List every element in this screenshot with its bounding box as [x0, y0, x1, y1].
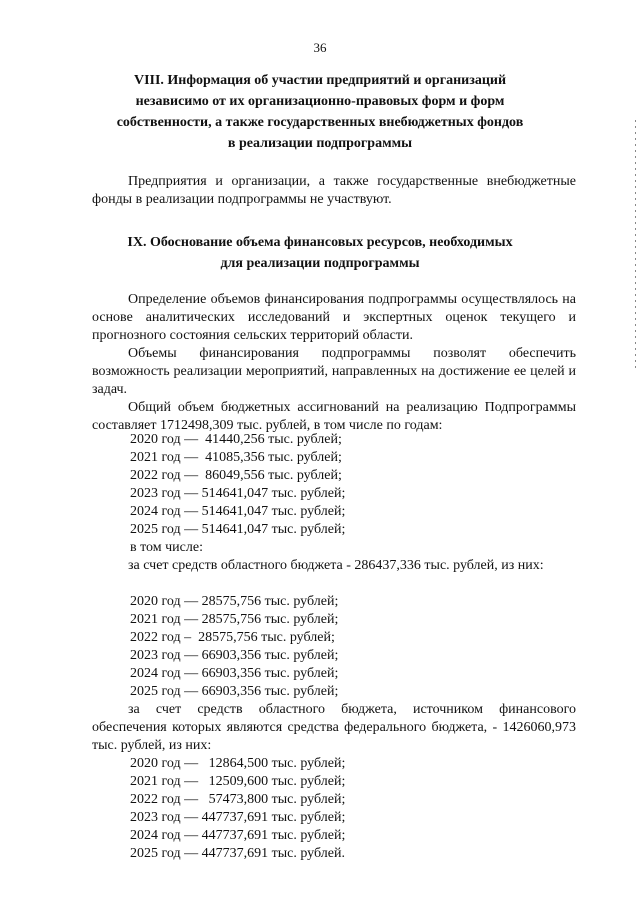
year-line: 2023 год — 447737,691 тыс. рублей;: [130, 810, 346, 825]
year-line: 2021 год — 12509,600 тыс. рублей;: [130, 774, 346, 789]
section8-text-block: [92, 173, 576, 209]
section9-title-line: IX. Обоснование объема финансовых ресурсов, необходимых: [127, 235, 513, 250]
year-line: 2023 год — 514641,047 тыс. рублей;: [130, 486, 346, 501]
year-line: 2022 год — 86049,556 тыс. рублей;: [130, 468, 342, 483]
year-line: 2022 год — 57473,800 тыс. рублей;: [130, 792, 346, 807]
year-line: 2025 год — 447737,691 тыс. рублей.: [130, 846, 345, 861]
year-line: 2025 год — 66903,356 тыс. рублей;: [130, 684, 339, 699]
year-line: 2020 год — 12864,500 тыс. рублей;: [130, 756, 346, 771]
paragraph-text: Общий объем бюджетных ассигнований на реализацию Подпрограммы составляет 1712498,309 тыс. рублей, в том числе по годам:: [92, 400, 576, 433]
year-line: 2021 год — 41085,356 тыс. рублей;: [130, 450, 342, 465]
year-line: 2024 год — 447737,691 тыс. рублей;: [130, 828, 346, 843]
section8-title-line: в реализации подпрограммы: [227, 136, 413, 151]
section8-title-line: независимо от их организационно-правовых форм и форм: [135, 94, 505, 109]
year-line: 2025 год — 514641,047 тыс. рублей;: [130, 522, 346, 537]
section8-title-line: собственности, а также государственных внебюджетных фондов: [116, 115, 524, 130]
section8-title-line: VIII. Информация об участии предприятий и организаций: [133, 73, 507, 88]
paragraph-text: за счет средств областного бюджета - 286437,336 тыс. рублей, из них:: [128, 558, 544, 573]
scan-edge-artifact: [635, 120, 636, 370]
section8-title: [60, 70, 580, 154]
year-line: 2022 год – 28575,756 тыс. рублей;: [130, 630, 335, 645]
year-line: 2020 год — 41440,256 тыс. рублей;: [130, 432, 342, 447]
section8-text: Предприятия и организации, а также государственные внебюджетные фонды в реализации подпрограммы не участвуют.: [92, 174, 576, 207]
year-line: 2020 год — 28575,756 тыс. рублей;: [130, 594, 339, 609]
section9-title-line: для реализации подпрограммы: [220, 256, 420, 271]
including-label: в том числе:: [130, 540, 203, 555]
year-line: 2024 год — 66903,356 тыс. рублей;: [130, 666, 339, 681]
year-line: 2021 год — 28575,756 тыс. рублей;: [130, 612, 339, 627]
paragraph-text: Определение объемов финансирования подпрограммы осуществлялось на основе аналитических исследований и экспертных оценок текущего и прогнозного состояния сельских территорий области.: [92, 292, 576, 343]
federal-intro: [92, 701, 576, 755]
regional-intro: [92, 557, 576, 575]
paragraph-3: [92, 399, 576, 435]
year-line: 2024 год — 514641,047 тыс. рублей;: [130, 504, 346, 519]
section9-title: [60, 232, 580, 274]
page-number: 36: [313, 40, 327, 55]
paragraph-text: за счет средств областного бюджета, источником финансового обеспечения которых являются средства федерального бюджета, - 1426060,973 тыс. рублей, из них:: [92, 702, 576, 753]
paragraph-text: Объемы финансирования подпрограммы позволят обеспечить возможность реализации мероприятий, направленных на достижение ее целей и задач.: [92, 346, 576, 397]
year-line: 2023 год — 66903,356 тыс. рублей;: [130, 648, 339, 663]
paragraph-1: [92, 291, 576, 345]
paragraph-2: [92, 345, 576, 399]
